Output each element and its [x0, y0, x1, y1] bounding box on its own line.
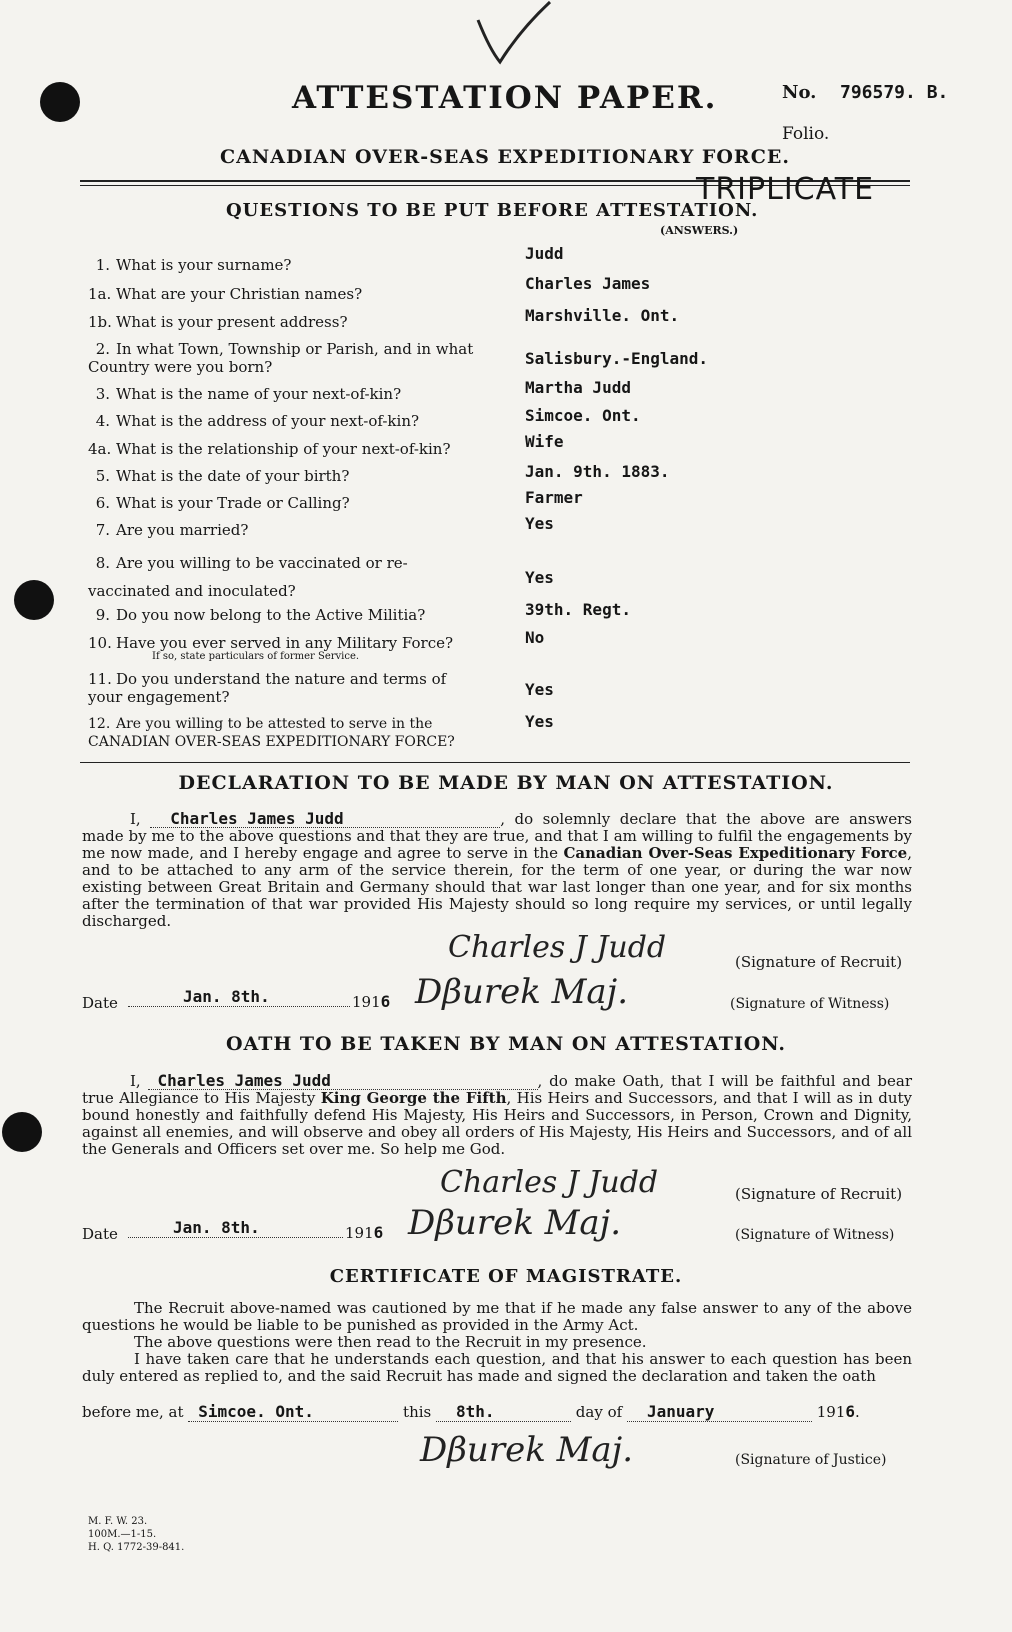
witness-signature-oath: Dβurek Maj. [408, 1203, 622, 1243]
oath-year: 1916 [345, 1223, 384, 1242]
question-12: 12. Are you willing to be attested to serve in the CANADIAN OVER-SEAS EXPEDITIONARY FORCE? [88, 716, 455, 750]
check-mark-icon [470, 0, 560, 70]
oath-date: Jan. 8th. [128, 1218, 343, 1238]
certificate-place: Simcoe. Ont. [188, 1402, 398, 1422]
sig-label-witness-oath: (Signature of Witness) [735, 1227, 895, 1243]
divider [80, 762, 910, 763]
regimental-number: 796579. B. [840, 82, 949, 103]
declaration-date: Jan. 8th. [128, 987, 350, 1007]
declaration-heading: DECLARATION TO BE MADE BY MAN ON ATTESTATION. [178, 772, 834, 794]
sig-label-justice: (Signature of Justice) [735, 1452, 887, 1468]
answer-11: Yes [525, 680, 554, 699]
answer-4: Simcoe. Ont. [525, 406, 641, 425]
date-label-oath: Date [82, 1225, 118, 1243]
question-6: 6. What is your Trade or Calling? [95, 494, 350, 512]
answer-8: Yes [525, 568, 554, 587]
question-10: 10. Have you ever served in any Military Force? [88, 634, 454, 652]
answer-6: Farmer [525, 488, 583, 507]
question-7: 7. Are you married? [95, 521, 249, 539]
question-4a: 4a. What is the relationship of your next-of-kin? [88, 440, 451, 458]
question-11: 11. Do you understand the nature and terms of your engagement? [88, 670, 447, 706]
answer-5: Jan. 9th. 1883. [525, 462, 670, 481]
question-4: 4. What is the address of your next-of-kin? [95, 412, 420, 430]
answer-9: 39th. Regt. [525, 600, 631, 619]
justice-signature: Dβurek Maj. [420, 1430, 634, 1470]
questions-heading: QUESTIONS TO BE PUT BEFORE ATTESTATION. [226, 200, 759, 221]
oath-heading: OATH TO BE TAKEN BY MAN ON ATTESTATION. [225, 1033, 787, 1055]
witness-signature-declaration: Dβurek Maj. [415, 972, 629, 1012]
question-5: 5. What is the date of your birth? [95, 467, 350, 485]
form-code: M. F. W. 23. 100M.—1-15. H. Q. 1772-39-841. [88, 1516, 185, 1553]
answer-1a: Charles James [525, 274, 651, 293]
no-label: No. [782, 82, 817, 103]
sig-label-witness: (Signature of Witness) [730, 996, 890, 1012]
answer-7: Yes [525, 514, 554, 533]
question-9: 9. Do you now belong to the Active Militia? [95, 606, 426, 624]
certificate-place-line: before me, at Simcoe. Ont. this 8th. day of January 1916. [82, 1402, 860, 1421]
question-1b: 1b. What is your present address? [88, 313, 348, 331]
declaration-name: Charles James Judd [150, 810, 500, 828]
question-8: 8. Are you willing to be vaccinated or re-vaccinated and inoculated? [88, 554, 408, 600]
folio-label: Folio. [782, 124, 830, 144]
recruit-signature-declaration: Charles J Judd [448, 930, 667, 965]
force-heading: CANADIAN OVER-SEAS EXPEDITIONARY FORCE. [220, 146, 790, 168]
punch-hole-middle [14, 580, 54, 620]
answer-12: Yes [525, 712, 554, 731]
oath-name: Charles James Judd [148, 1072, 538, 1090]
certificate-heading: CERTIFICATE OF MAGISTRATE. [329, 1266, 683, 1287]
answers-label: (ANSWERS.) [660, 224, 739, 237]
triplicate-stamp: TRIPLICATE [696, 172, 875, 207]
recruit-signature-oath: Charles J Judd [440, 1165, 659, 1200]
punch-hole-top [40, 82, 80, 122]
sig-label-recruit-oath: (Signature of Recruit) [735, 1185, 903, 1203]
declaration-text: I, Charles James Judd , do solemnly declare that the above are answers made by me to the above questions and that they are true, and that I am willing to fulfil the engagements by me now made, and I hereby engage and agree to serve in the Canadian Over-Seas Expeditionary Force, and to be attached to any arm of the service therein, for the term of one year, or during the war now existing between Great Britain and Germany should that war last longer than one year, and for six months after the termination of that war provided His Majesty should so long require my services, or until legally discharged. [82, 809, 912, 930]
sig-label-recruit: (Signature of Recruit) [735, 953, 903, 971]
answer-3: Martha Judd [525, 378, 631, 397]
question-3: 3. What is the name of your next-of-kin? [95, 385, 402, 403]
punch-hole-bottom [2, 1112, 42, 1152]
question-1: 1. What is your surname? [95, 256, 292, 274]
date-label: Date [82, 994, 118, 1012]
answer-2: Salisbury.-England. [525, 349, 709, 368]
question-2: 2. In what Town, Township or Parish, and in what Country were you born? [88, 340, 474, 376]
declaration-year: 1916 [352, 992, 391, 1011]
answer-1: Judd [525, 244, 564, 263]
question-10-note: If so, state particulars of former Service. [152, 651, 360, 662]
oath-text: I, Charles James Judd , do make Oath, that I will be faithful and bear true Allegiance to His Majesty King George the Fifth, His Heirs and Successors, and that I will as in duty bound honestly and faithfully defend His Majesty, His Heirs and Successors, in Person, Crown and Dignity, against all enemies, and will observe and obey all orders of His Majesty, His Heirs and Successors, and of all the Generals and Officers set over me. So help me God. [82, 1071, 912, 1158]
page-title: ATTESTATION PAPER. [292, 80, 718, 116]
certificate-day: 8th. [436, 1402, 571, 1422]
answer-4a: Wife [525, 432, 564, 451]
question-1a: 1a. What are your Christian names? [88, 285, 363, 303]
certificate-text: The Recruit above-named was cautioned by me that if he made any false answer to any of the above questions he would be liable to be punished as provided in the Army Act. The above questions were then read to the Recruit in my presence. I have taken care that he understands each question, and that his answer to each question has been duly entered as replied to, and the said Recruit has made and signed the declaration and taken the oath [82, 1299, 912, 1385]
certificate-month: January [627, 1402, 812, 1422]
answer-10: No [525, 628, 545, 647]
answer-1b: Marshville. Ont. [525, 306, 680, 325]
